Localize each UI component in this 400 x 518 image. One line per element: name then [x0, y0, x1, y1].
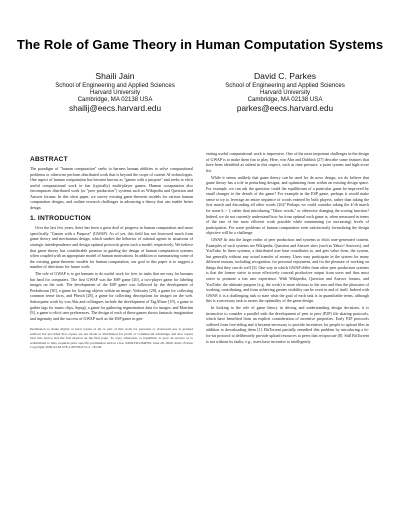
abstract-text: The paradigm of "human computation" seeks to harness human abilities to solve computational problems or otherwise perform distributed work that is beyond the scope of current AI technologies. One aspect of human computation has become known as "games with a purpose" and seeks to elicit useful computational work in fun (typically) multi-player games. Human computation also encompasses distributed work (or "peer production") systems such as Wikipedia and Question and Answer forums. In this short paper, we survey existing game-theoretic models for various human computation designs, and outline research challenges in advancing a theory that can enable better design. — [30, 166, 193, 210]
author-location: Cambridge, MA 02138 USA — [247, 96, 323, 104]
author-affiliation: School of Engineering and Applied Sciences — [55, 82, 175, 89]
author-name: Shaili Jain — [95, 71, 135, 81]
footnote-text: Permission to make digital or hard copies of all or part of this work for personal or classroom use is granted without fee provided that copies are not made or distributed for profit or commercial advantage and that copies bear this notice and the full citation on the first page. To copy otherwise, to republish, to post on servers or to redistribute to lists, requires prior specific permission and/or a fee. KDD-HCOMP'09, June 28, 2009, Paris, France Copyright 2009 ACM 978-1-60558-672-4 ...$5.00. — [30, 327, 193, 349]
author-affiliation: School of Engineering and Applied Sciences — [225, 82, 345, 89]
author-email: parkes@eecs.harvard.edu — [236, 103, 334, 113]
author-2 — [200, 71, 370, 113]
paper-title: The Role of Game Theory in Human Computation Systems — [16, 37, 384, 52]
author-name: David C. Parkes — [253, 71, 317, 81]
author-institution: Harvard University — [259, 89, 311, 97]
left-column — [30, 156, 193, 351]
author-block — [30, 71, 370, 113]
right-column — [206, 151, 369, 346]
author-email: shailij@eecs.harvard.edu — [68, 103, 162, 113]
author-1 — [30, 71, 200, 113]
body-paragraph: GWAP fit into the larger realm of peer production and systems to elicit user-generated content. Examples of such systems are Wikipedia, Question and Answer sites (such as Yahoo! Answers), and YouTube. In these systems, a distributed user base contributes to, and gets value from, the system, but generally without any actual transfer of money. Users may participate in the system for many different reasons, including recognition, for personal enjoyment, and for the pleasure of working on things that they can do well [3]. One way in which GWAP differ from other peer production systems is that the former strive to more effectively conceal productive output from users and thus must strive to promote a fun user experience. With Wikipedia, Question and Answer forums, and YouTube, the ultimate purpose (e.g. the work) is more obvious to the user and thus the pleasures of working, contributing, and from achieving greater visibility can be overt in and of itself. Indeed with GWAP, it is a challenging task to state what the goal of each task is in quantifiable terms, although this is a necessary task to assess the optimality of the game design. — [206, 237, 369, 304]
author-location: Cambridge, MA 02138 USA — [77, 96, 153, 104]
author-institution: Harvard University — [89, 89, 141, 97]
body-paragraph: While it seems unlikely that game theory can be used for de novo design, we do believe that game theory has a role in perturbing designs, and optimizing from within an existing design space. For example, we can ask the question: could the equilibrium of a particular game be improved by small changes to the details of the game? For example in the ESP game, perhaps it would make sense to try to leverage an entire sequence of words entered by both players, rather than taking the first match and discarding all other words [26]? Perhaps we could consider taking the k^th match for some k > 1, rather than introducing "Taboo words," or otherwise changing the scoring function? Indeed, we do not currently understand how far from optimal each game is; when measured in terms of the rate of the most efficient work possible while maintaining (or increasing) levels of participation. For some problems of human computation even satisfactorily formalizing the design objective will be a challenge. — [206, 174, 369, 236]
body-paragraph: erating useful computational work is impressive. One of the most important challenges in the design of GWAP is to make them fun to play. Here, von Ahn and Dabbish [27] describe some features that have been identified as salient in this respect, such as time pressure, a point system and high-score list. — [206, 151, 369, 173]
body-paragraph: In looking to the role of game theory in driving and understanding design decisions, it is instructive to consider a parallel with the development of peer to peer (P2P) file sharing protocols, which have benefited from an explicit consideration of incentive properties. Early P2P protocols suffered from free-riding and it became necessary to provide incentives for people to upload files in addition to downloading them [1]. BitTorrent partially remedied this problem by introducing a tit-for-tat protocol to deliberately provide upload resources to peers that reciprocate [8]. Still BitTorrent is not without its faults; e.g., users have incentive to intelligently — [206, 305, 369, 344]
body-paragraph: Over the last few years, there has been a great deal of progress in human computation and more specifically "Games with a Purpose" (GWAP). As of yet, this field has not borrowed much from game theory and mechanism design, which studies the behavior of rational agents in situations of strategic interdependence and design optimal protocols given such a model, respectively. We believe that game theory has considerable promise in guiding the design of human computation systems when coupled with an appropriate model of human motivations. In addition to summarizing some of the existing game-theoretic models for human computation, our goal in this paper is to suggest a number of directions for future work. — [30, 225, 193, 270]
abstract-heading: ABSTRACT — [30, 156, 68, 163]
copyright-footnote — [30, 326, 193, 349]
introduction-heading: 1. INTRODUCTION — [30, 215, 91, 223]
body-paragraph: The role of GWAP is to get humans to do useful work for free, in tasks that are easy for humans but hard for computers. The first GWAP was the ESP game [20], a two-player game for labeling images on the web. The development of the ESP game was followed by the development of Peekaboom [30], a game for locating objects within an image, Verbosity [29], a game for collecting common sense facts, and Phetch [28], a game for collecting descriptions for images on the web. Subsequent work by von Ahn and colleagues include the development of TagATune [19], a game to gather tags for music clips, Squigl, a game for gathering segmentation data for images, and Matchin [9], a game to elicit user preferences. The design of each of these games shows fantastic imagination and ingenuity and the success of GWAP such as the ESP game in gen- — [30, 271, 193, 321]
